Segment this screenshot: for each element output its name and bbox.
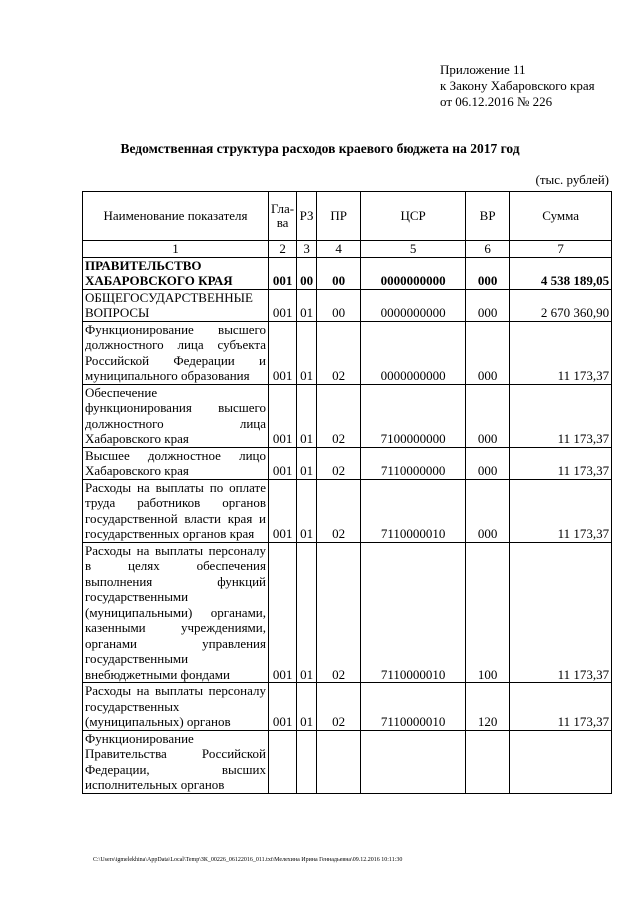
header-glava: Гла-ва xyxy=(269,192,297,241)
table-row xyxy=(83,289,612,321)
row-glava: 001 xyxy=(269,257,297,289)
row-pr: 00 xyxy=(317,289,361,321)
table-row xyxy=(83,479,612,542)
row-vr: 100 xyxy=(466,542,510,683)
row-sum: 2 670 360,90 xyxy=(510,289,612,321)
header-csr: ЦСР xyxy=(361,192,466,241)
column-number: 7 xyxy=(510,241,612,258)
row-sum: 11 173,37 xyxy=(510,384,612,447)
row-rz: 01 xyxy=(297,447,317,479)
row-rz: 01 xyxy=(297,479,317,542)
table-row xyxy=(83,384,612,447)
column-number: 5 xyxy=(361,241,466,258)
row-vr: 000 xyxy=(466,321,510,384)
row-pr: 02 xyxy=(317,683,361,731)
row-rz: 01 xyxy=(297,321,317,384)
row-sum: 11 173,37 xyxy=(510,447,612,479)
table-row xyxy=(83,257,612,289)
row-csr: 0000000000 xyxy=(361,321,466,384)
row-glava: 001 xyxy=(269,447,297,479)
appendix-line-1: Приложение 11 xyxy=(440,62,526,77)
budget-table xyxy=(82,191,612,794)
row-vr xyxy=(466,730,510,793)
row-rz: 01 xyxy=(297,384,317,447)
appendix-line-2: к Закону Хабаровского края xyxy=(440,78,595,93)
row-sum: 11 173,37 xyxy=(510,542,612,683)
row-name: Высшее должностное лицо Хабаровского края xyxy=(83,447,269,479)
header-pr: ПР xyxy=(317,192,361,241)
appendix-block xyxy=(440,62,595,110)
row-pr: 02 xyxy=(317,542,361,683)
row-pr xyxy=(317,730,361,793)
row-glava: 001 xyxy=(269,289,297,321)
row-vr: 120 xyxy=(466,683,510,731)
row-glava: 001 xyxy=(269,542,297,683)
row-name: Обеспечение функционирования высшего должностного лица Хабаровского края xyxy=(83,384,269,447)
header-rz: РЗ xyxy=(297,192,317,241)
row-sum: 11 173,37 xyxy=(510,683,612,731)
row-sum: 11 173,37 xyxy=(510,479,612,542)
row-rz: 01 xyxy=(297,683,317,731)
row-pr: 00 xyxy=(317,257,361,289)
column-number: 3 xyxy=(297,241,317,258)
table-row xyxy=(83,683,612,731)
row-vr: 000 xyxy=(466,289,510,321)
row-rz: 00 xyxy=(297,257,317,289)
table-row xyxy=(83,542,612,683)
table-header-row xyxy=(83,192,612,241)
row-name: Расходы на выплаты персоналу государственных (муниципальных) органов xyxy=(83,683,269,731)
table-row xyxy=(83,321,612,384)
row-csr xyxy=(361,730,466,793)
row-csr: 7110000010 xyxy=(361,683,466,731)
row-pr: 02 xyxy=(317,447,361,479)
row-csr: 7100000000 xyxy=(361,384,466,447)
row-vr: 000 xyxy=(466,384,510,447)
header-name: Наименование показателя xyxy=(83,192,269,241)
row-name: ОБЩЕГОСУДАРСТВЕННЫЕ ВОПРОСЫ xyxy=(83,289,269,321)
document-title: Ведомственная структура расходов краевого бюджета на 2017 год xyxy=(120,141,520,156)
row-glava xyxy=(269,730,297,793)
column-number: 2 xyxy=(269,241,297,258)
row-vr: 000 xyxy=(466,447,510,479)
row-csr: 7110000010 xyxy=(361,542,466,683)
row-csr: 7110000000 xyxy=(361,447,466,479)
row-name: ПРАВИТЕЛЬСТВО ХАБАРОВСКОГО КРАЯ xyxy=(83,257,269,289)
footer-file-path: C:\Users\igmelekhina\AppData\Local\Temp\ЗК_00226_06122016_011.txt\Мелехина Ирина Геннадьевна\09.12.2016 10:11:30 xyxy=(93,857,403,863)
header-sum: Сумма xyxy=(510,192,612,241)
row-pr: 02 xyxy=(317,479,361,542)
row-rz: 01 xyxy=(297,289,317,321)
row-sum xyxy=(510,730,612,793)
column-number: 1 xyxy=(83,241,269,258)
row-name: Расходы на выплаты персоналу в целях обеспечения выполнения функций государственными (муниципальными) органами, казенными учреждениями, органами управления государственными внебюджетными фондами xyxy=(83,542,269,683)
appendix-line-3: от 06.12.2016 № 226 xyxy=(440,94,553,109)
table-row xyxy=(83,730,612,793)
row-csr: 0000000000 xyxy=(361,289,466,321)
row-sum: 4 538 189,05 xyxy=(510,257,612,289)
column-number: 4 xyxy=(317,241,361,258)
row-glava: 001 xyxy=(269,321,297,384)
row-glava: 001 xyxy=(269,683,297,731)
row-name: Функционирование Правительства Российской Федерации, высших исполнительных органов xyxy=(83,730,269,793)
row-glava: 001 xyxy=(269,384,297,447)
row-vr: 000 xyxy=(466,257,510,289)
row-sum: 11 173,37 xyxy=(510,321,612,384)
header-vr: ВР xyxy=(466,192,510,241)
row-csr: 7110000010 xyxy=(361,479,466,542)
row-pr: 02 xyxy=(317,321,361,384)
column-number-row xyxy=(83,241,612,258)
row-glava: 001 xyxy=(269,479,297,542)
row-rz xyxy=(297,730,317,793)
row-pr: 02 xyxy=(317,384,361,447)
units-label: (тыс. рублей) xyxy=(535,172,609,187)
row-name: Расходы на выплаты по оплате труда работников органов государственной власти края и государственных органов края xyxy=(83,479,269,542)
row-vr: 000 xyxy=(466,479,510,542)
column-number: 6 xyxy=(466,241,510,258)
table-row xyxy=(83,447,612,479)
row-rz: 01 xyxy=(297,542,317,683)
row-csr: 0000000000 xyxy=(361,257,466,289)
row-name: Функционирование высшего должностного лица субъекта Российской Федерации и муниципального образования xyxy=(83,321,269,384)
